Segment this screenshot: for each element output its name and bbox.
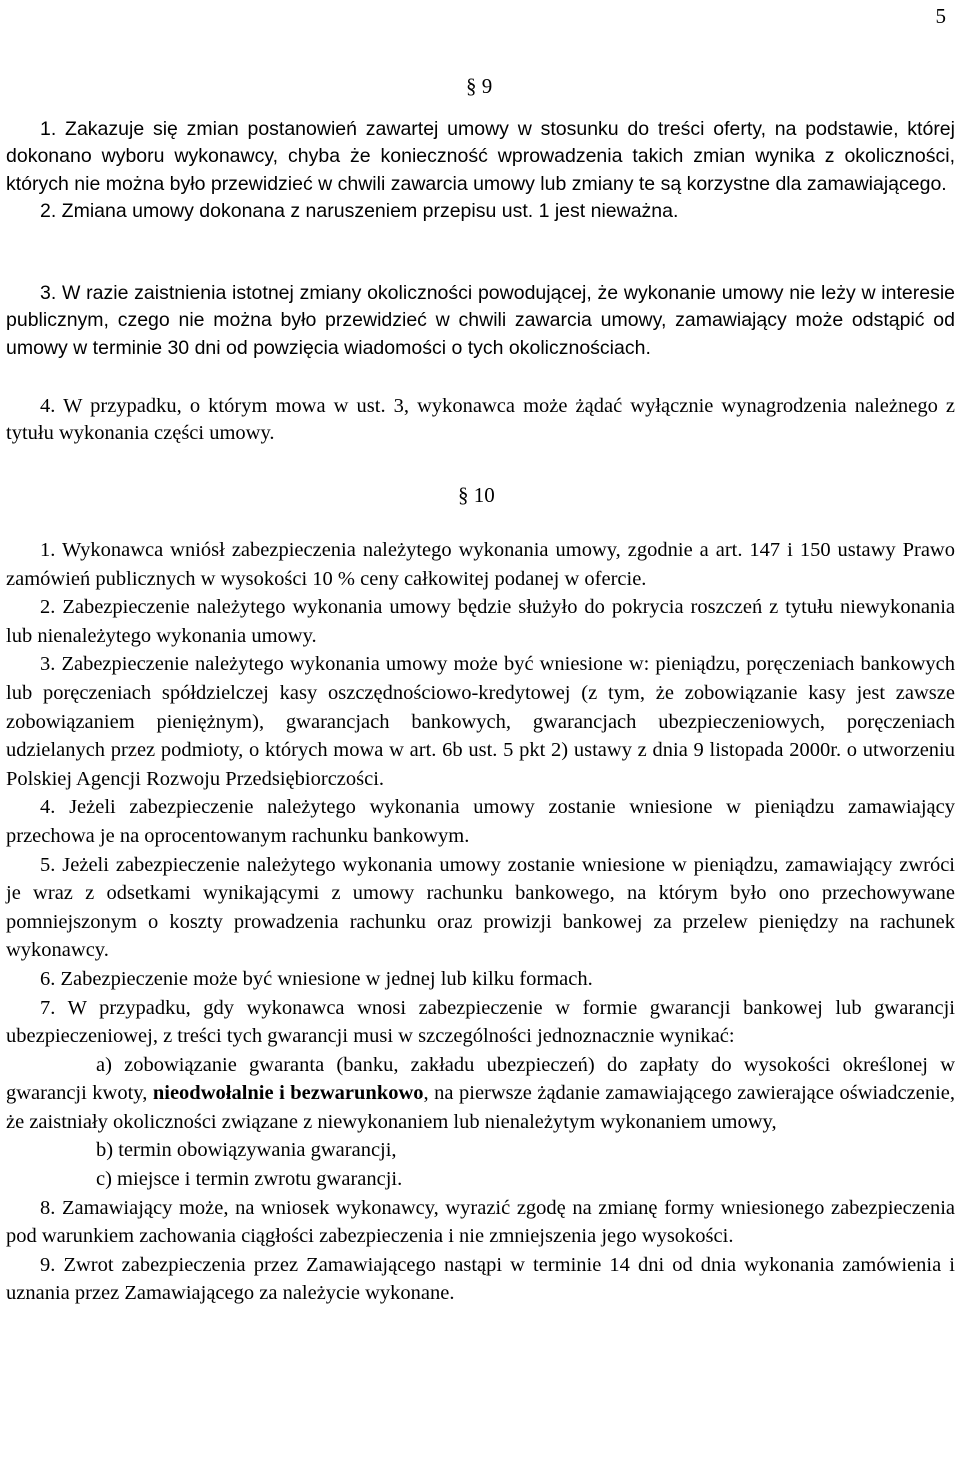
- section-10-item-1: 1. Wykonawca wniósł zabezpieczenia należytego wykonania umowy, zgodnie a art. 147 i 150 ustawy Prawo zamówień publicznych w wysokości 10 % ceny całkowitej podanej w ofercie.: [6, 539, 955, 590]
- section-10-item-2: 2. Zabezpieczenie należytego wykonania umowy będzie służyło do pokrycia roszczeń z tytułu niewykonania lub nienależytego wykonania umowy.: [6, 596, 955, 647]
- section-10-item-4: 4. Jeżeli zabezpieczenie należytego wykonania umowy zostanie wniesione w pieniądzu zamawiający przechowa je na oprocentowanym rachunku bankowym.: [6, 796, 955, 847]
- section-10-item-3: 3. Zabezpieczenie należytego wykonania umowy może być wniesione w: pieniądzu, poręczeniach bankowych lub poręczeniach spółdzielczej kasy oszczędnościowo-kredytowej (z tym, że zobowiązanie kasy jest zawsze zobowiązaniem pieniężnym), gwarancjach bankowych, gwarancjach ubezpieczeniowych, poręczeniach udzielanych przez podmioty, o których mowa w art. 6b ust. 5 pkt 2) ustawy z dnia 9 listopada 2000r. o utworzeniu Polskiej Agencji Rozwoju Przedsiębiorczości.: [6, 653, 955, 790]
- section-10-item-8: 8. Zamawiający może, na wniosek wykonawcy, wyrazić zgodę na zmianę formy wniesionego zabezpieczenia pod warunkiem zachowania ciągłości zabezpieczenia i nie zmniejszenia jego wysokości.: [6, 1196, 955, 1248]
- item-7a-text-end: , na pierwsze żądanie zamawiającego zawierające oświadczenie, że zaistniały okoliczności związane z niewykonaniem lub nienależytym wykonaniem umowy,: [6, 1082, 955, 1133]
- page-number: 5: [935, 4, 946, 28]
- item-7a-bold-text: nieodwołalnie i bezwarunkowo: [152, 1082, 424, 1105]
- section-9-item-2: 2. Zmiana umowy dokonana z naruszeniem przepisu ust. 1 jest nieważna.: [40, 199, 679, 222]
- section-10-item-7b: b) termin obowiązywania gwarancji,: [96, 1139, 397, 1162]
- section-9-paragraph-3: [6, 280, 955, 362]
- item-7a-text-start: a) zobowiązanie gwaranta (banku, zakładu ubezpieczeń) do zapłaty do wysokości określonej w gwarancji kwoty,: [6, 1053, 955, 1105]
- section-10-body: [6, 536, 955, 1308]
- section-10-item-9: 9. Zwrot zabezpieczenia przez Zamawiającego nastąpi w terminie 14 dni od dnia wykonania zamówienia i uznania przez Zamawiającego za należycie wykonane.: [6, 1253, 955, 1305]
- section-9-paragraph-4: [6, 393, 955, 448]
- section-9-paragraphs-1-2: [6, 116, 955, 225]
- section-9-item-4: 4. W przypadku, o którym mowa w ust. 3, wykonawca może żądać wyłącznie wynagrodzenia należnego z tytułu wykonania części umowy.: [6, 395, 955, 445]
- section-10-item-5: 5. Jeżeli zabezpieczenie należytego wykonania umowy zostanie wniesione w pieniądzu, zamawiający zwróci je wraz z odsetkami wynikającymi z umowy rachunku bankowego, na którym było ono przechowywane pomniejszonym o koszty prowadzenia rachunku oraz prowizji bankowej za przelew pieniędzy na rachunek wykonawcy.: [6, 853, 955, 962]
- section-10-item-7a: [6, 1051, 955, 1137]
- section-10-item-7c: c) miejsce i termin zwrotu gwarancji.: [96, 1168, 403, 1191]
- section-10-heading: § 10: [458, 483, 495, 507]
- section-9-heading: § 9: [466, 74, 493, 98]
- section-10-item-7: 7. W przypadku, gdy wykonawca wnosi zabezpieczenie w formie gwarancji bankowej lub gwarancji ubezpieczeniowej, z treści tych gwarancji musi w szczególności jednoznacznie wynikać:: [6, 996, 955, 1048]
- section-10-item-6: 6. Zabezpieczenie może być wniesione w jednej lub kilku formach.: [40, 967, 593, 990]
- section-9-item-1: 1. Zakazuje się zmian postanowień zawartej umowy w stosunku do treści oferty, na podstawie, której dokonano wyboru wykonawcy, chyba że konieczność wprowadzenia takich zmian wynika z okoliczności, których nie można było przewidzieć w chwili zawarcia umowy lub zmiany te są korzystne dla zamawiającego.: [6, 118, 955, 195]
- section-9-item-3: 3. W razie zaistnienia istotnej zmiany okoliczności powodującej, że wykonanie umowy nie leży w interesie publicznym, czego nie można było przewidzieć w chwili zawarcia umowy, zamawiający może odstąpić od umowy w terminie 30 dni od powzięcia wiadomości o tych okolicznościach.: [6, 282, 955, 359]
